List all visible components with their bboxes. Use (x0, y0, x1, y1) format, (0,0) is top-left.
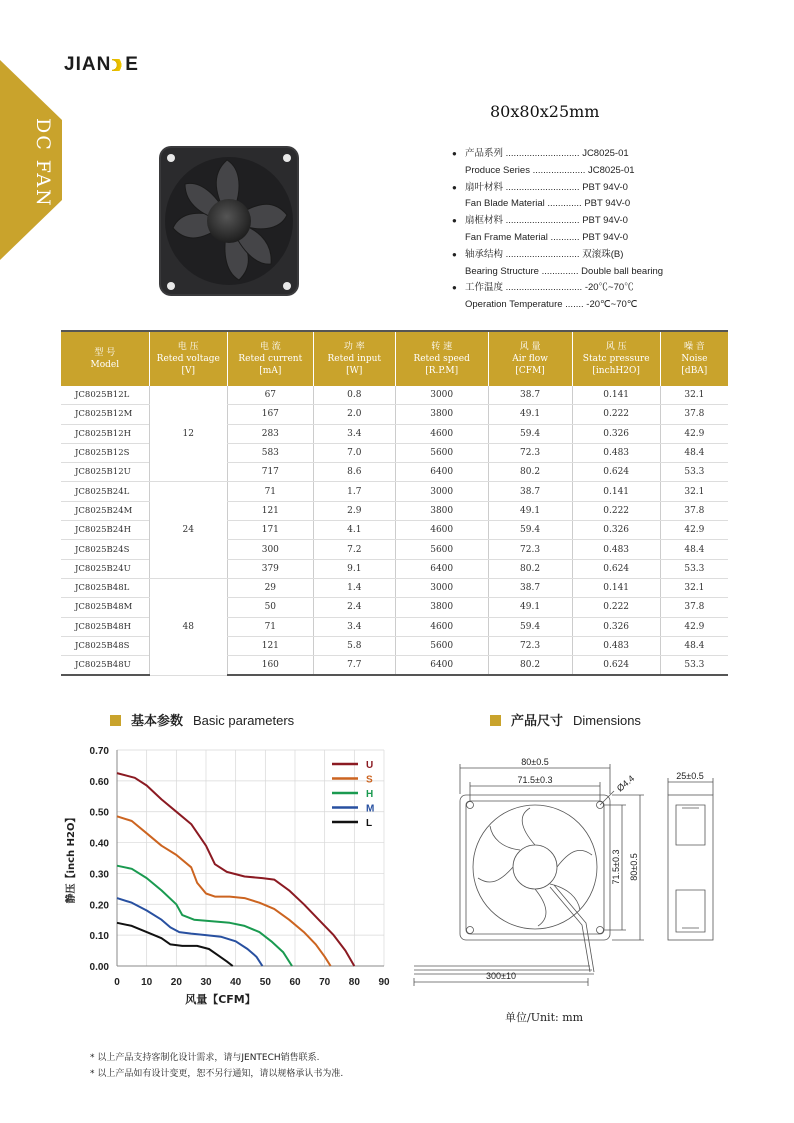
series-line-H (117, 866, 292, 966)
dim-width-hole: 71.5±0.3 (517, 775, 553, 785)
table-cell: 48.4 (660, 540, 728, 559)
table-cell: 3000 (395, 578, 488, 597)
y-tick-label: 0.60 (89, 776, 109, 788)
dim-height-hole: 71.5±0.3 (611, 849, 621, 885)
table-cell: 3800 (395, 501, 488, 520)
table-cell: 4600 (395, 521, 488, 540)
table-cell: 2.4 (313, 598, 395, 617)
table-header-cell (395, 331, 488, 386)
y-axis-title: 静压【inch H2O】 (66, 812, 77, 904)
table-cell: 80.2 (488, 559, 572, 578)
spec-value: JC8025-01 (588, 164, 635, 176)
table-cell: 3000 (395, 482, 488, 501)
header-cn: 电 流 (259, 342, 281, 352)
table-cell: 12 (149, 386, 227, 482)
table-cell: 49.1 (488, 405, 572, 424)
dim-height-outer: 80±0.5 (629, 853, 639, 881)
header-en: Model (90, 360, 120, 370)
section-dimensions (490, 710, 641, 729)
spec-label: 扇框材料 ............................ (465, 215, 580, 227)
table-cell: 42.9 (660, 424, 728, 443)
table-cell: 4.1 (313, 521, 395, 540)
table-header-cell (660, 331, 728, 386)
model-cell: JC8025B48M (61, 598, 149, 617)
table-cell: 50 (227, 598, 313, 617)
header-unit: [mA] (259, 366, 282, 376)
spec-value: PBT 94V-0 (582, 181, 628, 193)
table-cell: 8.6 (313, 463, 395, 482)
x-tick-label: 80 (348, 977, 360, 988)
table-cell: 59.4 (488, 424, 572, 443)
table-cell: 80.2 (488, 463, 572, 482)
table-cell: 42.9 (660, 521, 728, 540)
header-unit: [R.P.M] (425, 366, 459, 376)
dim-hole-dia: Ø4.4 (614, 773, 637, 794)
table-cell: 5.8 (313, 636, 395, 655)
series-line-M (117, 898, 262, 966)
header-cn: 电 压 (177, 342, 199, 352)
spec-row (452, 247, 712, 264)
table-cell: 53.3 (660, 559, 728, 578)
x-tick-label: 0 (114, 977, 120, 988)
header-en: Reted current (238, 354, 303, 364)
header-en: Noise (681, 354, 708, 364)
banner-text: DC FAN (32, 118, 54, 208)
table-cell: 167 (227, 405, 313, 424)
model-cell: JC8025B12M (61, 405, 149, 424)
table-cell: 32.1 (660, 386, 728, 405)
x-tick-label: 10 (141, 977, 153, 988)
model-cell: JC8025B12U (61, 463, 149, 482)
spec-row (452, 196, 712, 213)
y-tick-label: 0.70 (89, 746, 109, 757)
performance-table (61, 330, 728, 676)
spec-value: Double ball bearing (581, 265, 664, 277)
header-unit: [CFM] (515, 366, 545, 376)
table-cell: 0.222 (572, 598, 660, 617)
table-cell: 160 (227, 656, 313, 676)
table-cell: 3800 (395, 598, 488, 617)
table-cell: 121 (227, 636, 313, 655)
table-cell: 59.4 (488, 617, 572, 636)
x-tick-label: 60 (289, 977, 301, 988)
spec-list (452, 146, 712, 314)
table-cell: 38.7 (488, 386, 572, 405)
table-header-cell (313, 331, 395, 386)
table-cell: 38.7 (488, 578, 572, 597)
y-tick-label: 0.10 (89, 931, 109, 943)
table-cell: 300 (227, 540, 313, 559)
header-cn: 型 号 (94, 348, 116, 358)
table-header-cell (149, 331, 227, 386)
table-cell: 7.2 (313, 540, 395, 559)
spec-row (452, 213, 712, 230)
table-cell: 37.8 (660, 501, 728, 520)
model-cell: JC8025B48H (61, 617, 149, 636)
table-cell: 0.483 (572, 443, 660, 462)
model-cell: JC8025B48L (61, 578, 149, 597)
table-row (61, 482, 728, 501)
spec-row (452, 146, 712, 163)
table-cell: 0.222 (572, 501, 660, 520)
header-en: Statc pressure (582, 354, 650, 364)
spec-value: -20℃~70℃ (584, 282, 634, 294)
model-cell: JC8025B12H (61, 424, 149, 443)
table-row (61, 578, 728, 597)
spec-label: Bearing Structure .............. (465, 265, 579, 277)
table-header-cell (61, 331, 149, 386)
table-cell: 0.624 (572, 463, 660, 482)
table-cell: 72.3 (488, 443, 572, 462)
x-tick-label: 70 (319, 977, 331, 988)
table-row (61, 386, 728, 405)
logo-text-right: E (125, 54, 139, 75)
table-cell: 0.483 (572, 540, 660, 559)
table-cell: 121 (227, 501, 313, 520)
spec-value: JC8025-01 (582, 148, 629, 159)
header-unit: [W] (346, 366, 363, 376)
legend-label: M (366, 803, 375, 815)
header-unit: [dBA] (681, 366, 708, 376)
model-cell: JC8025B24U (61, 559, 149, 578)
header-en: Reted voltage (156, 354, 220, 364)
section-basic-parameters (110, 710, 294, 729)
table-cell: 67 (227, 386, 313, 405)
section-square-icon (110, 715, 121, 726)
fan-photo (155, 140, 305, 300)
table-cell: 0.141 (572, 482, 660, 501)
header-cn: 转 速 (431, 342, 453, 352)
section-basic-cn: 基本参数 (131, 713, 184, 728)
y-tick-label: 0.20 (89, 900, 109, 912)
header-en: Reted input (327, 354, 382, 364)
table-header-cell (572, 331, 660, 386)
spec-value: PBT 94V-0 (582, 215, 628, 227)
table-cell: 2.0 (313, 405, 395, 424)
legend-label: L (366, 818, 373, 829)
logo-c-mark-icon (112, 59, 124, 71)
spec-row (452, 230, 712, 247)
legend-label: U (366, 760, 374, 771)
table-cell: 80.2 (488, 656, 572, 676)
table-cell: 0.141 (572, 578, 660, 597)
section-square-icon (490, 715, 501, 726)
spec-row (452, 264, 712, 281)
x-tick-label: 90 (378, 977, 390, 988)
table-header-cell (488, 331, 572, 386)
series-line-S (117, 816, 331, 966)
table-cell: 5600 (395, 443, 488, 462)
logo-text-left: JIAN (64, 54, 112, 75)
product-size-title: 80x80x25mm (490, 102, 600, 121)
x-tick-label: 20 (170, 977, 182, 988)
header-unit: [inchH2O] (592, 366, 640, 376)
header-cn: 风 压 (605, 342, 627, 352)
legend-label: S (366, 774, 373, 786)
spec-value: PBT 94V-0 (582, 231, 628, 243)
table-cell: 59.4 (488, 521, 572, 540)
table-cell: 0.326 (572, 521, 660, 540)
table-cell: 3000 (395, 386, 488, 405)
spec-label: Produce Series .................... (465, 164, 586, 176)
table-cell: 7.0 (313, 443, 395, 462)
table-cell: 0.222 (572, 405, 660, 424)
table-cell: 6400 (395, 656, 488, 676)
table-cell: 283 (227, 424, 313, 443)
table-cell: 49.1 (488, 598, 572, 617)
header-cn: 风 量 (519, 342, 541, 352)
table-cell: 0.483 (572, 636, 660, 655)
table-cell: 48 (149, 578, 227, 675)
table-cell: 717 (227, 463, 313, 482)
model-cell: JC8025B24M (61, 501, 149, 520)
table-cell: 0.141 (572, 386, 660, 405)
header-cn: 功 率 (343, 342, 365, 352)
table-cell: 171 (227, 521, 313, 540)
table-cell: 6400 (395, 463, 488, 482)
x-tick-label: 40 (230, 977, 242, 988)
spec-label: 工作温度 ............................. (465, 282, 583, 294)
notes (90, 1050, 343, 1082)
y-tick-label: 0.00 (89, 962, 109, 973)
y-tick-label: 0.40 (89, 838, 109, 850)
model-cell: JC8025B24L (61, 482, 149, 501)
model-cell: JC8025B48S (61, 636, 149, 655)
table-cell: 0.326 (572, 424, 660, 443)
table-cell: 71 (227, 482, 313, 501)
spec-value: PBT 94V-0 (584, 198, 631, 210)
table-cell: 48.4 (660, 443, 728, 462)
section-dims-en: Dimensions (573, 713, 641, 728)
table-cell: 2.9 (313, 501, 395, 520)
brand-logo (64, 54, 139, 76)
table-cell: 37.8 (660, 405, 728, 424)
table-cell: 48.4 (660, 636, 728, 655)
model-cell: JC8025B24H (61, 521, 149, 540)
table-cell: 9.1 (313, 559, 395, 578)
y-tick-label: 0.50 (89, 807, 109, 819)
table-cell: 1.7 (313, 482, 395, 501)
table-cell: 53.3 (660, 463, 728, 482)
table-header-cell (227, 331, 313, 386)
unit-label: 单位/Unit: mm (505, 1011, 584, 1024)
spec-label: Operation Temperature ....... (465, 299, 584, 311)
table-cell: 32.1 (660, 482, 728, 501)
table-cell: 49.1 (488, 501, 572, 520)
table-cell: 4600 (395, 424, 488, 443)
table-cell: 42.9 (660, 617, 728, 636)
model-cell: JC8025B12S (61, 443, 149, 462)
header-cn: 噪 音 (683, 342, 705, 352)
table-cell: 72.3 (488, 636, 572, 655)
x-axis-title: 风量【CFM】 (185, 993, 256, 1006)
table-cell: 53.3 (660, 656, 728, 676)
spec-row (452, 180, 712, 197)
table-cell: 3.4 (313, 617, 395, 636)
note-line: * 以上产品如有设计变更，恕不另行通知，请以规格承认书为准. (90, 1069, 344, 1079)
header-en: Reted speed (413, 354, 470, 364)
table-cell: 0.624 (572, 559, 660, 578)
table-cell: 5600 (395, 540, 488, 559)
model-cell: JC8025B12L (61, 386, 149, 405)
spec-label: Fan Blade Material ............. (465, 198, 582, 210)
x-tick-label: 30 (200, 977, 212, 988)
header-unit: [V] (181, 366, 195, 376)
spec-value: 双滚珠(B) (582, 248, 624, 260)
spec-row (452, 163, 712, 180)
table-cell: 7.7 (313, 656, 395, 676)
x-tick-label: 50 (259, 977, 271, 988)
table-cell: 583 (227, 443, 313, 462)
table-cell: 6400 (395, 559, 488, 578)
header-en: Air flow (512, 354, 548, 364)
table-cell: 32.1 (660, 578, 728, 597)
section-dims-cn: 产品尺寸 (511, 713, 564, 728)
spec-label: 轴承结构 ............................ (465, 248, 580, 260)
dimension-drawing (400, 750, 730, 995)
table-cell: 0.624 (572, 656, 660, 676)
spec-row (452, 280, 712, 297)
table-cell: 24 (149, 482, 227, 578)
spec-label: Fan Frame Material ........... (465, 231, 580, 243)
section-basic-en: Basic parameters (193, 713, 295, 728)
spec-label: 产品系列 ............................ (465, 148, 580, 159)
spec-row (452, 297, 712, 314)
pq-curve-chart (60, 740, 400, 1010)
dim-width-outer: 80±0.5 (521, 757, 549, 767)
table-cell: 0.8 (313, 386, 395, 405)
table-cell: 4600 (395, 617, 488, 636)
y-tick-label: 0.30 (89, 869, 109, 881)
model-cell: JC8025B48U (61, 656, 149, 676)
legend-label: H (366, 789, 374, 800)
note-line: * 以上产品支持客制化设计需求，请与JENTECH销售联系. (90, 1053, 320, 1063)
table-cell: 29 (227, 578, 313, 597)
table-cell: 3800 (395, 405, 488, 424)
table-cell: 37.8 (660, 598, 728, 617)
model-cell: JC8025B24S (61, 540, 149, 559)
table-cell: 379 (227, 559, 313, 578)
table-cell: 3.4 (313, 424, 395, 443)
table-cell: 72.3 (488, 540, 572, 559)
table-cell: 71 (227, 617, 313, 636)
table-cell: 0.326 (572, 617, 660, 636)
spec-label: 扇叶材料 ............................ (465, 181, 580, 193)
dim-lead-length: 300±10 (486, 971, 516, 981)
table-cell: 38.7 (488, 482, 572, 501)
table-cell: 1.4 (313, 578, 395, 597)
spec-value: -20℃~70℃ (586, 299, 638, 311)
table-cell: 5600 (395, 636, 488, 655)
dim-thickness: 25±0.5 (676, 771, 704, 781)
